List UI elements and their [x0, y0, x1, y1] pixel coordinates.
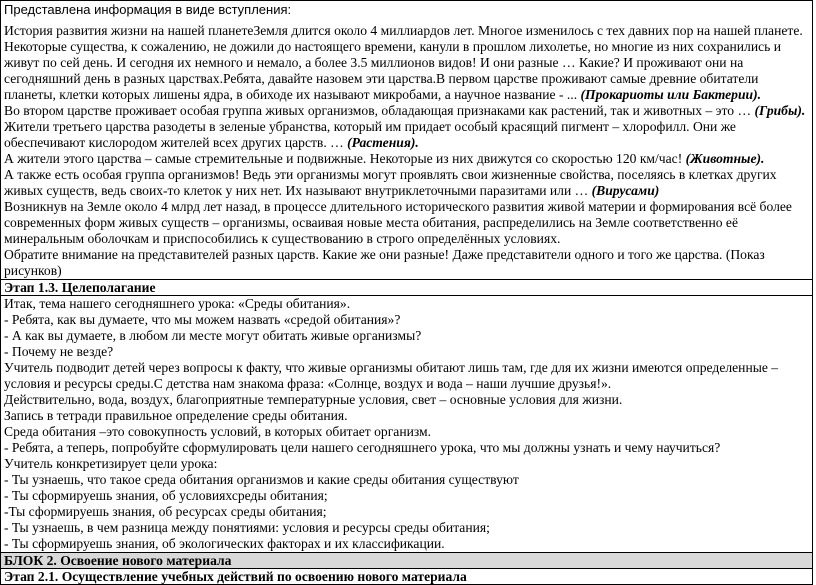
goal-line: - А как вы думаете, в любом ли месте могут обитать живые организмы?: [4, 328, 422, 343]
stage-goal-heading-row: [1, 280, 813, 296]
goal-line: - Ты узнаешь, в чем разница между понятиями: условия и ресурсы среды обитания;: [4, 520, 490, 535]
stage-goal-cell: [1, 296, 813, 553]
goal-line: Учитель конкретизирует цели урока:: [4, 456, 218, 471]
intro-label: Представлена информация в виде вступления:: [4, 2, 292, 17]
goal-line: - Ты сформируешь знания, об экологических факторах и их классификации.: [4, 536, 445, 551]
goal-line: Запись в тетради правильное определение среды обитания.: [4, 408, 348, 423]
goal-line: Итак, тема нашего сегодняшнего урока: «Среды обитания».: [4, 296, 351, 311]
goal-line: Учитель подводит детей через вопросы к факту, что живые организмы обитают лишь там, где для их жизни имеются определенные –условия и ресурсы среды.С детства нам знакома фраза: «Солнце, воздух и вода – наши лучшие друзья!».: [4, 360, 779, 391]
goal-line: - Почему не везде?: [4, 344, 114, 359]
goal-line: -Ты сформируешь знания, об ресурсах среды обитания;: [4, 504, 327, 519]
goal-line: - Ты узнаешь, что такое среда обитания организмов и какие среды обитания существуют: [4, 472, 519, 487]
stage-goal-row: [1, 296, 813, 553]
stage-goal-heading: Этап 1.3. Целеполагание: [1, 280, 813, 296]
block2-heading: БЛОК 2. Освоение нового материала: [1, 553, 813, 569]
stage21-heading-row: [1, 569, 813, 585]
intro-paragraph: История развития жизни на нашей планетеЗемля длится около 4 миллиардов лет. Многое изменилось с тех давних пор на нашей планете. Некоторые существа, к сожалению, не дожили до настоящего времени, канули в прошлом лихолетье, но многие из них сохранились и живут по сей день. И сегодня их немного и немало, а более 3.5 миллионов видов! И они разные … Какие? И проживают они на сегодняшний день в разных царствах.Ребята, давайте назовем эти царства.В первом царстве проживают самые древние обитатели планеты, клетки которых лишены ядра, в обиходе их называют микробами, а научное название - ... (Прокариоты или Бактерии).: [4, 23, 803, 102]
intro-paragraph: Возникнув на Земле около 4 млрд лет назад, в процессе длительного исторического развития живой материи и формирования всё более современных форм живых существ – организмы, осваивая новые места обитания, распределились на Земле соответственно её минеральным оболочкам и приспособились к существованию в строго определённых условиях.: [4, 199, 792, 246]
intro-paragraph: А жители этого царства – самые стремительные и подвижные. Некоторые из них движутся со скоростью 120 км/час! (Животные).: [4, 151, 765, 166]
goal-line: - Ребята, а теперь, попробуйте сформулировать цели нашего сегодняшнего урока, что мы должны узнать и чему научиться?: [4, 440, 721, 455]
intro-paragraph: Во втором царстве проживает особая группа живых организмов, обладающая признаками как растений, так и животных – это … (Грибы).: [4, 103, 806, 118]
goal-line: - Ребята, как вы думаете, что мы можем назвать «средой обитания»?: [4, 312, 401, 327]
intro-paragraph: Жители третьего царства разодеты в зеленые убранства, который им придает особый красящий пигмент – хлорофилл. Они же обеспечивают кислородом жителей всех других царств. … (Растения).: [4, 119, 736, 150]
goal-line: - Ты сформируешь знания, об условияхсреды обитания;: [4, 488, 328, 503]
intro-paragraph: Обратите внимание на представителей разных царств. Какие же они разные! Даже представители одного и того же царства. (Показ рисунков): [4, 247, 765, 278]
intro-cell: [1, 1, 813, 280]
goal-line: Действительно, вода, воздух, благоприятные температурные условия, свет – основные условия для жизни.: [4, 392, 623, 407]
goal-line: Среда обитания –это совокупность условий, в которых обитает организм.: [4, 424, 432, 439]
intro-paragraph: А также есть особая группа организмов! Ведь эти организмы могут проявлять свои жизненные свойства, поселяясь в клетках других живых существ, ведь своих-то клеток у них нет. Их называют внутриклеточными паразитами или … (Вирусами): [4, 167, 777, 198]
intro-row: [1, 1, 813, 280]
stage21-heading: Этап 2.1. Осуществление учебных действий по освоению нового материала: [1, 569, 813, 585]
